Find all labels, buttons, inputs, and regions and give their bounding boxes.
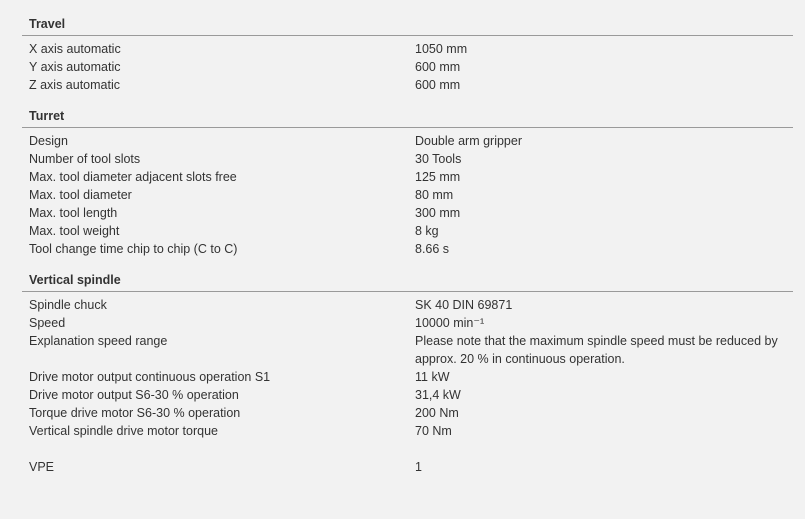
spec-value: 1050 mm [415,42,468,56]
spec-label: Speed [29,316,66,330]
spec-row [22,296,793,314]
spec-label: Number of tool slots [29,152,141,166]
spec-value: 30 Tools [415,152,462,166]
spec-value: 80 mm [415,188,454,202]
section-rows [22,128,793,258]
spec-label: Max. tool diameter adjacent slots free [29,170,237,184]
spec-value: 70 Nm [415,424,452,438]
spec-row [22,332,793,368]
section-rows [22,292,793,476]
spec-label: VPE [29,460,55,474]
spec-row [22,458,793,476]
spec-row [22,40,793,58]
spec-value: 8.66 s [415,242,450,256]
spec-label: Max. tool diameter [29,188,132,202]
spec-label: Vertical spindle drive motor torque [29,424,218,438]
spec-label: Tool change time chip to chip (C to C) [29,242,238,256]
spec-label: Y axis automatic [29,60,121,74]
spec-row [22,58,793,76]
section-title: Vertical spindle [22,273,793,292]
spec-row [22,204,793,222]
spec-row [22,132,793,150]
spec-row [22,386,793,404]
spec-row [22,76,793,94]
section-travel [22,17,793,94]
spec-value: SK 40 DIN 69871 [415,298,513,312]
spec-label: Drive motor output continuous operation S1 [29,370,271,384]
section-rows [22,36,793,94]
spec-label: Max. tool weight [29,224,120,238]
spec-value: 600 mm [415,78,461,92]
spec-value: Double arm gripper [415,134,522,148]
spec-row [22,240,793,258]
spec-label: Max. tool length [29,206,118,220]
spec-label: Design [29,134,68,148]
spec-row [22,314,793,332]
spec-row [22,422,793,440]
spec-row [22,168,793,186]
spec-value: 1 [415,460,422,474]
section-vertical-spindle [22,273,793,476]
spec-value: 11 kW [415,370,450,384]
section-turret [22,109,793,258]
spec-label: Drive motor output S6-30 % operation [29,388,239,402]
spec-value: 8 kg [415,224,439,238]
spec-row [22,404,793,422]
spec-row [22,150,793,168]
spec-row [22,186,793,204]
section-title: Turret [22,109,793,128]
spec-value: 200 Nm [415,406,459,420]
spec-label: Torque drive motor S6-30 % operation [29,406,241,420]
spec-value: 600 mm [415,60,461,74]
spec-row [22,222,793,240]
spec-row [22,368,793,386]
spec-label: X axis automatic [29,42,121,56]
spec-value: 31,4 kW [415,388,461,402]
spec-value: 300 mm [415,206,461,220]
section-title: Travel [22,17,793,36]
spec-label: Z axis automatic [29,78,121,92]
spec-value: 125 mm [415,170,461,184]
spec-label: Spindle chuck [29,298,107,312]
spec-row-spacer [22,440,793,458]
spec-label: Explanation speed range [29,334,168,348]
spec-value: Please note that the maximum spindle speed must be reduced by approx. 20 % in continuous operation. [415,334,778,366]
spec-value: 10000 min⁻¹ [415,316,485,330]
